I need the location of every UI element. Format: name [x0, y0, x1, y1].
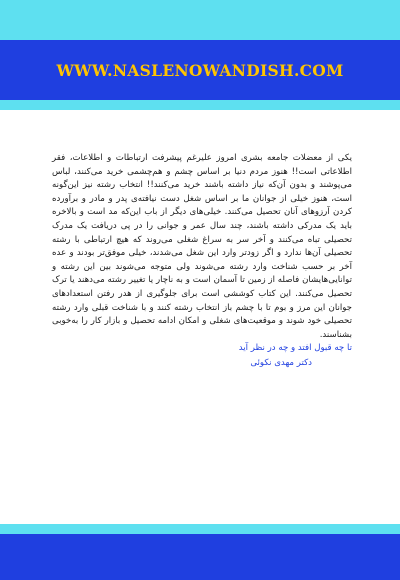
closing-line: تا چه قبول افتد و چه در نظر آید — [238, 343, 352, 354]
description-paragraph: یکی از معضلات جامعه بشری امروز علیرغم پیشرفت ارتباطات و اطلاعات، فقر اطلاعاتی است!! هنوز مردم دنیا بر اساس چشم و هم‌چشمی خرید می‌کنند، لباس می‌پوشند و بدون آن‌که نیاز داشته باشند خرید می‌کنند!! انتخاب رشته نیز این‌گونه است، هنوز خیلی از جوانان ما بر اساس شغل دست نیافته‌ی پدر و مادر و برآورده کردن آرزوهای آنان تحصیل می‌کنند. خیلی‌های دیگر از باب این‌که مد است و بالاخره باید یک مدرکی داشته باشند، چند سال عمر و جوانی را در پی دریافت یک مدرک تحصیلی تباه می‌کنند و آخر سر به سراغ شغلی می‌روند که هیچ ارتباطی با رشته تحصیلی آن‌ها ندارد و اگر زودتر وارد این شغل می‌شدند، خیلی موفق‌تر بودند و عده آخر بر حسب شناخت وارد رشته می‌شوند ولی متوجه می‌شوند بین این رشته و توانایی‌هایشان فاصله از زمین تا آسمان است و به ناچار یا تغییر رشته می‌دهند یا ترک تحصیل می‌کنند. این کتاب کوششی است برای جلوگیری از هدر رفتن استعدادهای جوانان این مرز و بوم تا با چشم باز انتخاب رشته کنند و با شناخت قبلی وارد رشته تحصیلی خود شوند و موقعیت‌های شغلی و امکان ادامه تحصیل و بازار کار را به‌خوبی بشناسند. — [52, 153, 352, 340]
author-signature: دکتر مهدی نکوئی — [250, 357, 312, 368]
top-cyan-band — [0, 0, 400, 40]
back-cover-text — [52, 152, 352, 371]
bottom-blue-band — [0, 534, 400, 580]
cyan-divider-stripe — [0, 100, 400, 110]
bottom-cyan-stripe — [0, 524, 400, 534]
website-url: WWW.NASLENOWANDISH.COM — [56, 60, 344, 80]
